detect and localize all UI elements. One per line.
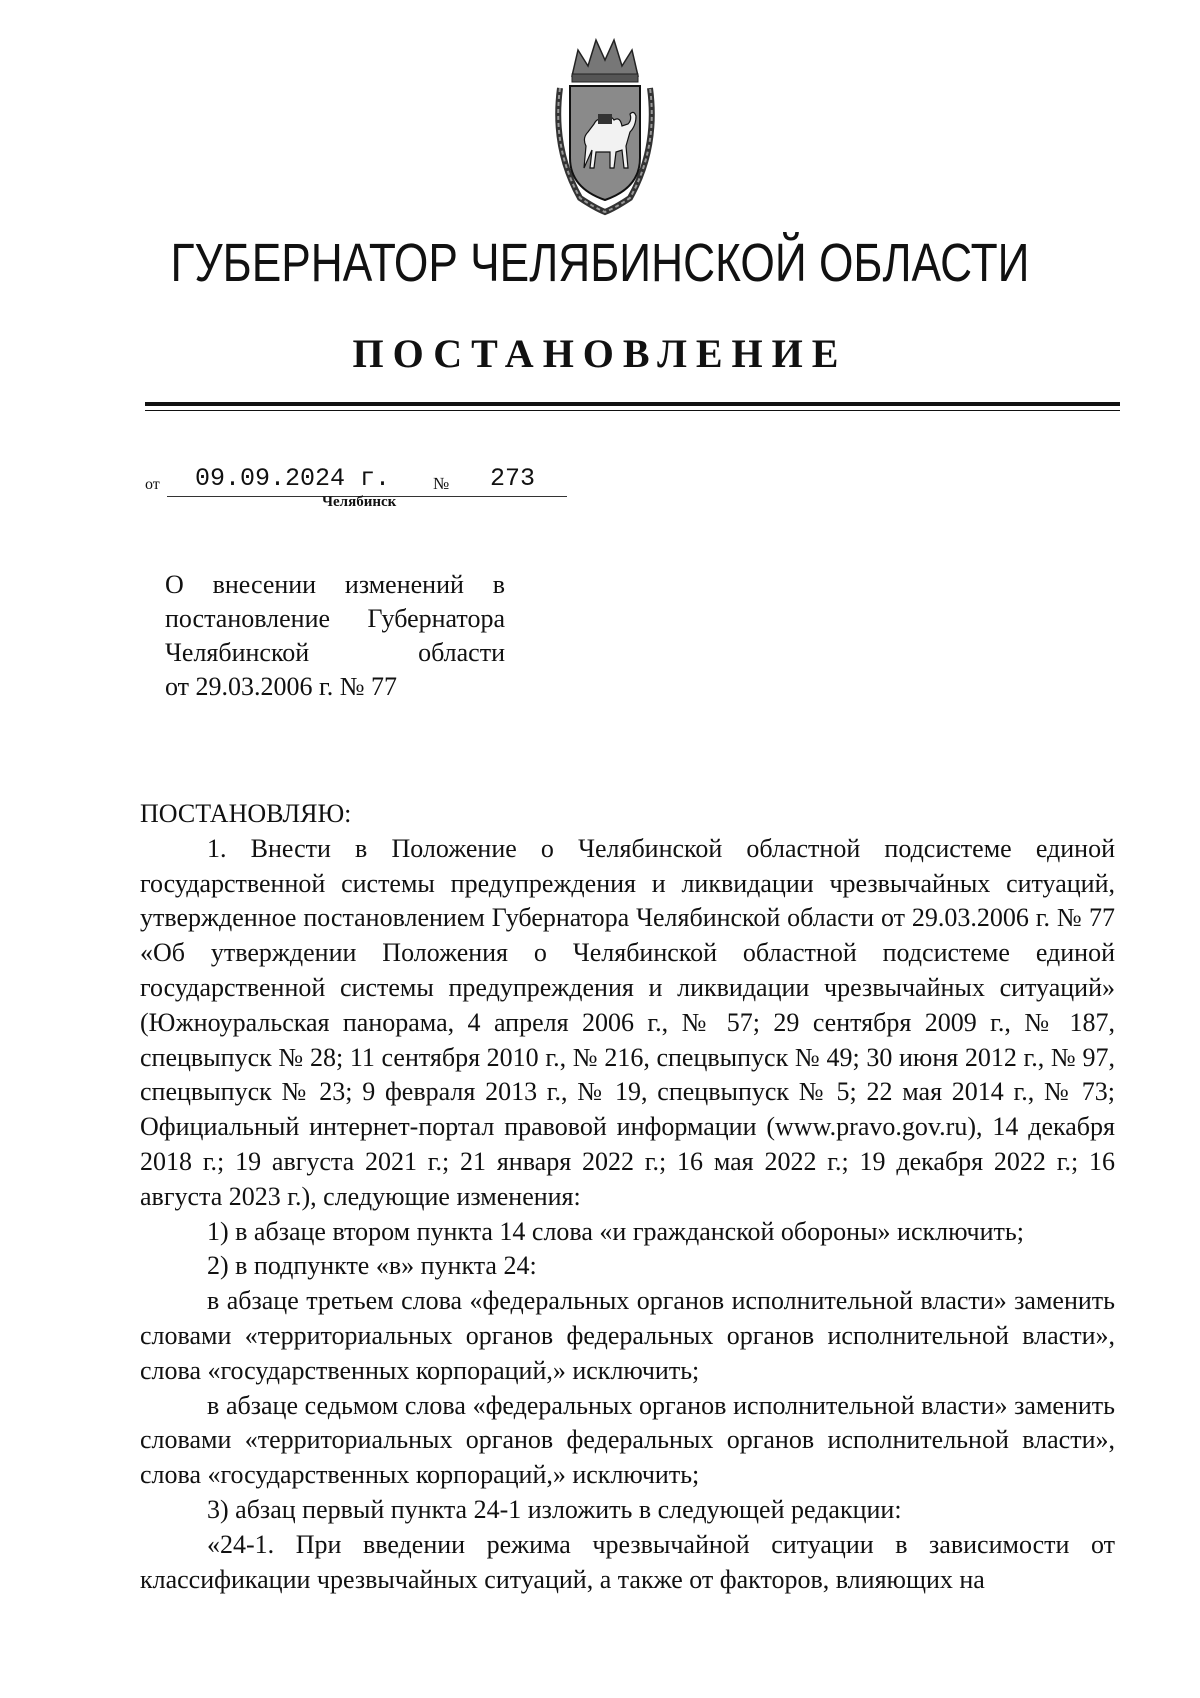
number-label: № — [433, 474, 450, 493]
document-body — [140, 797, 1115, 1597]
body-paragraph: 1) в абзаце втором пункта 14 слова «и гражданской обороны» исключить; — [207, 1216, 1024, 1246]
header-rule-thin — [145, 410, 1120, 411]
header-rule-thick — [145, 402, 1120, 406]
body-paragraph: 2) в подпункте «в» пункта 24: — [207, 1251, 537, 1281]
body-paragraph: 1. Внести в Положение о Челябинской областной подсистеме единой государственной системы предупреждения и ликвидации чрезвычайных ситуаций, утвержденное постановлением Губернатора Челябинской области от 29.03.2006 г. № 77 «Об утверждении Положения о Челябинской областной подсистеме единой государственной системы предупреждения и ликвидации чрезвычайных ситуаций» (Южноуральская панорама, 4 апреля 2006 г., № 57; 29 сентября 2009 г., № 187, спецвыпуск № 28; 11 сентября 2010 г., № 216, спецвыпуск № 49; 30 июня 2012 г., № 97, спецвыпуск № 23; 9 февраля 2013 г., № 19, спецвыпуск № 5; 22 мая 2014 г., № 73; Официальный интернет-портал правовой информации (www.pravo.gov.ru), 14 декабря 2018 г.; 19 августа 2021 г.; 21 января 2022 г.; 16 мая 2022 г.; 19 декабря 2022 г.; 16 августа 2023 г.), следующие изменения: — [140, 833, 1115, 1211]
issuing-authority: ГУБЕРНАТОР ЧЕЛЯБИНСКОЙ ОБЛАСТИ — [170, 233, 1030, 293]
document-date: 09.09.2024 г. — [195, 464, 391, 493]
body-paragraph: в абзаце третьем слова «федеральных органов исполнительной власти» заменить словами «территориальных органов федеральных органов исполнительной власти», слова «государственных корпораций,» исключить; — [140, 1286, 1115, 1385]
subject-line: Челябинской области — [165, 638, 505, 667]
document-type: ПОСТАНОВЛЕНИЕ — [352, 331, 848, 376]
date-label: от — [145, 476, 160, 493]
document-subject — [165, 568, 505, 704]
body-paragraph: «24-1. При введении режима чрезвычайной ситуации в зависимости от классификации чрезвычайных ситуаций, а также от факторов, влияющих на — [140, 1529, 1115, 1594]
subject-line: от 29.03.2006 г. № 77 — [165, 672, 398, 701]
subject-line: О внесении изменений в — [165, 570, 505, 599]
coat-of-arms-emblem — [550, 28, 660, 218]
body-paragraph: в абзаце седьмом слова «федеральных органов исполнительной власти» заменить словами «территориальных органов федеральных органов исполнительной власти», слова «государственных корпораций,» исключить; — [140, 1390, 1115, 1490]
subject-line: постановление Губернатора — [165, 604, 505, 633]
document-number: 273 — [490, 464, 536, 493]
document-city: Челябинск — [322, 494, 397, 510]
body-paragraph: 3) абзац первый пункта 24-1 изложить в следующей редакции: — [207, 1494, 902, 1524]
decree-word: ПОСТАНОВЛЯЮ: — [140, 799, 352, 828]
